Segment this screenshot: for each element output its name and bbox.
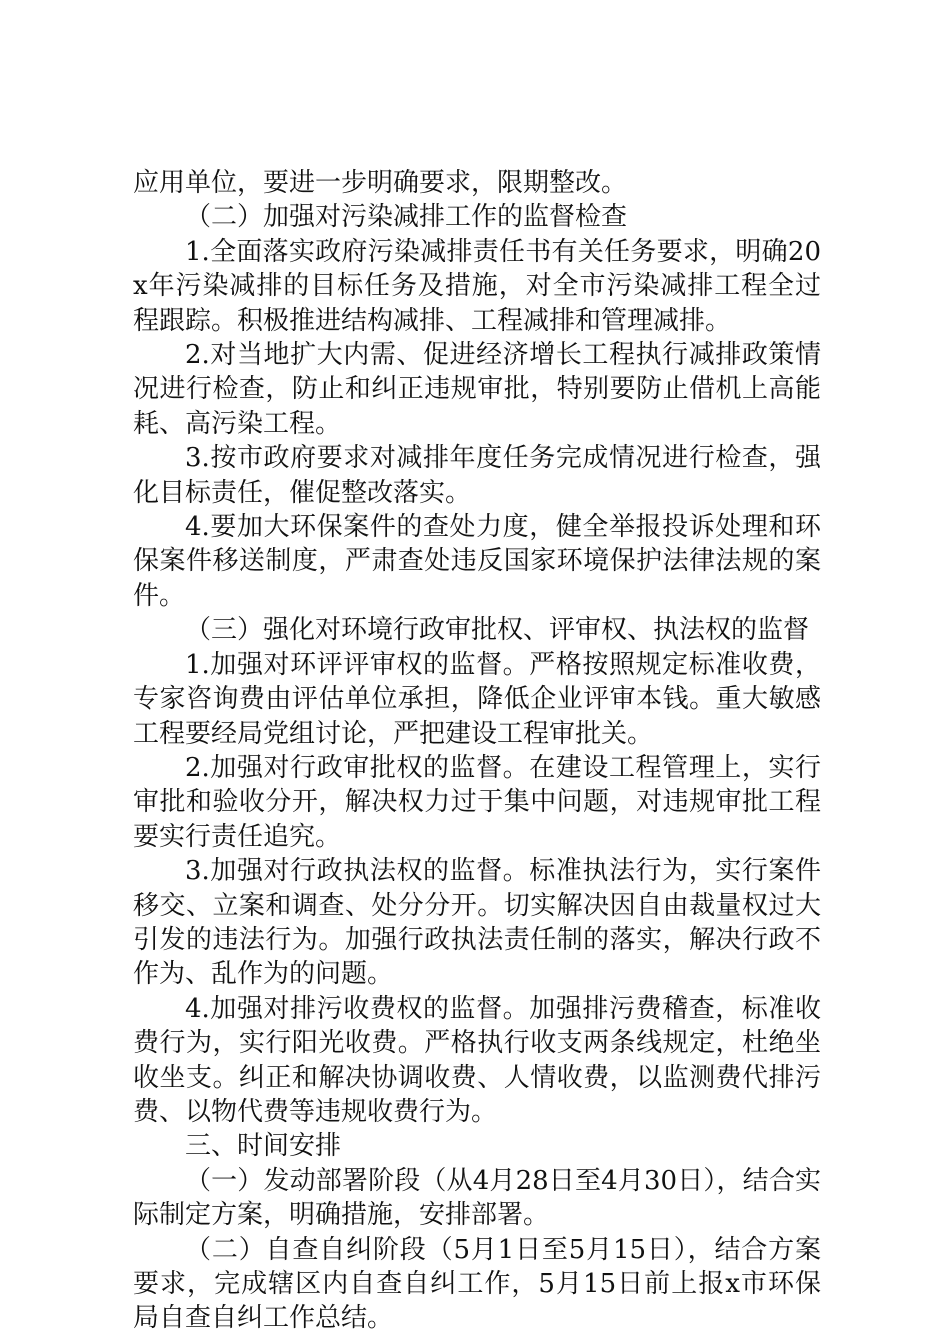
list-item: 4.要加大环保案件的查处力度，健全举报投诉处理和环保案件移送制度，严肃查处违反国家环境保护法律法规的案件。 (133, 512, 821, 611)
list-item: 1.全面落实政府污染减排责任书有关任务要求，明确20x年污染减排的目标任务及措施，对全市污染减排工程全过程跟踪。积极推进结构减排、工程减排和管理减排。 (133, 236, 821, 336)
list-item: 3.按市政府要求对减排年度任务完成情况进行检查，强化目标责任，催促整改落实。 (133, 443, 821, 508)
list-item: 2.加强对行政审批权的监督。在建设工程管理上，实行审批和验收分开，解决权力过于集中问题，对违规审批工程要实行责任追究。 (133, 752, 821, 852)
list-item: 4.加强对排污收费权的监督。加强排污费稽查，标准收费行为，实行阳光收费。严格执行收支两条线规定，杜绝坐收坐支。纠正和解决协调收费、人情收费，以监测费代排污费、以物代费等违规收费行为。 (133, 993, 821, 1127)
document-body (133, 166, 821, 1336)
list-item: （一）发动部署阶段（从4月28日至4月30日），结合实际制定方案，明确措施，安排部署。 (133, 1165, 821, 1231)
list-item: 2.对当地扩大内需、促进经济增长工程执行减排政策情况进行检查，防止和纠正违规审批，特别要防止借机上高能耗、高污染工程。 (133, 340, 821, 439)
section-heading-3: （三）强化对环境行政审批权、评审权、执法权的监督 (185, 615, 810, 646)
list-item: （二）自查自纠阶段（5月1日至5月15日），结合方案要求，完成辖区内自查自纠工作，5月15日前上报x市环保局自查自纠工作总结。 (133, 1234, 821, 1334)
section-heading-2: （二）加强对污染减排工作的监督检查 (185, 202, 628, 233)
section-heading-time: 三、时间安排 (185, 1131, 342, 1162)
list-item: 1.加强对环评评审权的监督。严格按照规定标准收费，专家咨询费由评估单位承担，降低企业评审本钱。重大敏感工程要经局党组讨论，严把建设工程审批关。 (133, 649, 821, 749)
list-item: 3.加强对行政执法权的监督。标准执法行为，实行案件移交、立案和调查、处分分开。切实解决因自由裁量权过大引发的违法行为。加强行政执法责任制的落实，解决行政不作为、乱作为的问题。 (133, 856, 821, 990)
paragraph-continuation: 应用单位，要进一步明确要求，限期整改。 (133, 168, 628, 198)
